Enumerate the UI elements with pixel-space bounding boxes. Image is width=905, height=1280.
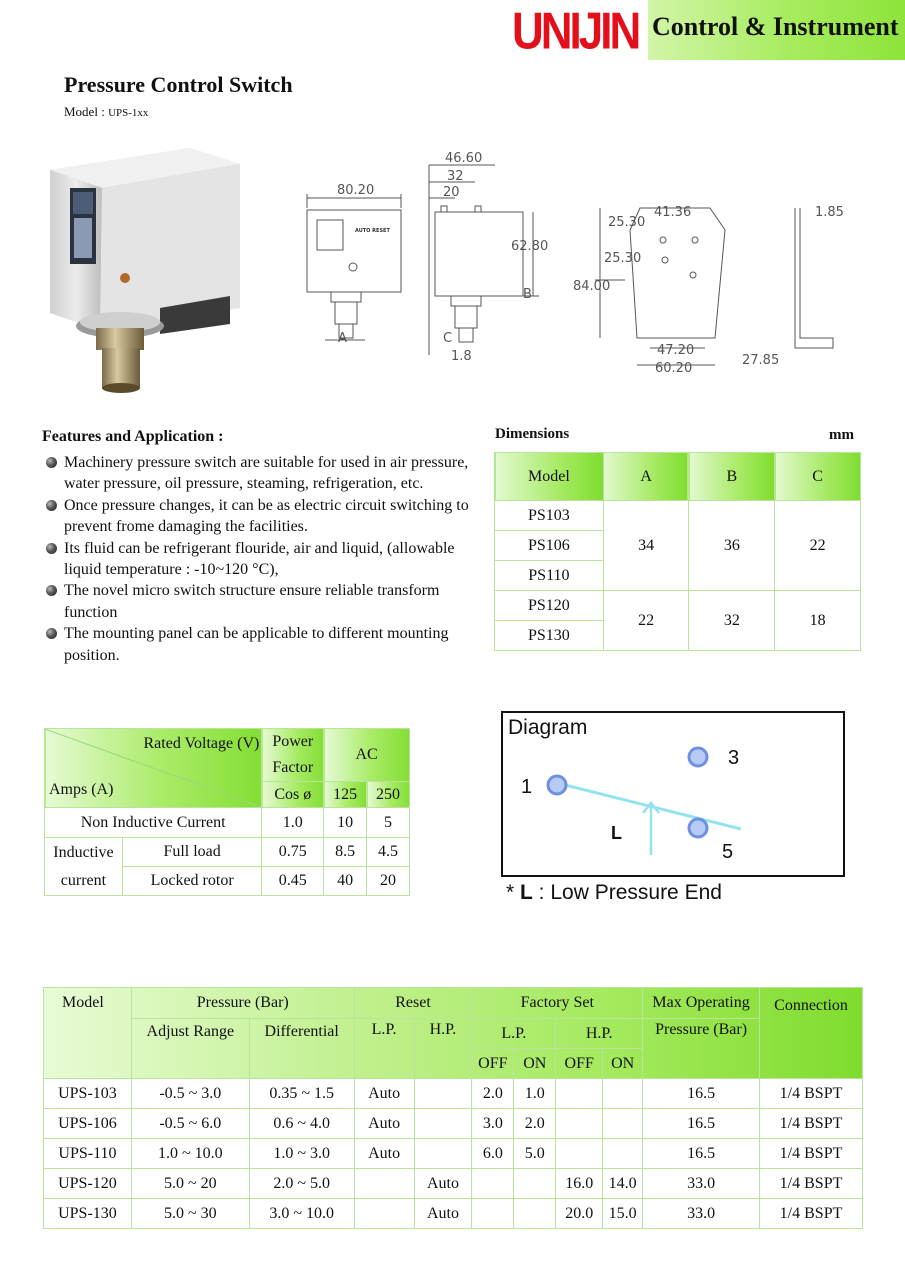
cos-cell: Cos ø [262, 782, 324, 808]
rated-voltage-amps-cell [45, 729, 262, 808]
header-title: Control & Instrument [652, 12, 899, 41]
cell-max-pressure: 16.5 [643, 1079, 760, 1109]
cell-lp-off: 2.0 [472, 1079, 514, 1109]
contact-1-label: 1 [521, 776, 533, 798]
current-label: current [60, 871, 107, 889]
cell-max-pressure: 33.0 [643, 1169, 760, 1199]
cell-connection: 1/4 BSPT [760, 1199, 863, 1229]
cell-connection: 1/4 BSPT [760, 1109, 863, 1139]
auto-reset-label: AUTO RESET [355, 228, 390, 234]
model-cell: PS120 [495, 591, 604, 621]
table-row [44, 1139, 863, 1169]
header-model: Model [44, 988, 132, 1079]
dim-27-85: 27.85 [742, 353, 780, 368]
ac-cell: AC [324, 729, 410, 782]
cell-model: UPS-103 [44, 1079, 132, 1109]
header-cell: A [603, 453, 689, 501]
header-reset: Reset [354, 988, 472, 1019]
value-cell: 40 [324, 867, 367, 896]
cell-model: UPS-120 [44, 1169, 132, 1199]
header-reset-lp: L.P. [354, 1019, 414, 1079]
cell-reset-lp: Auto [354, 1109, 414, 1139]
cell-reset-lp: Auto [354, 1139, 414, 1169]
cell-reset-lp: Auto [354, 1079, 414, 1109]
dim-20: 20 [443, 185, 460, 200]
dim-32: 32 [447, 169, 464, 184]
table-header-row [44, 988, 863, 1019]
cell-lp-on [514, 1169, 556, 1199]
value-cell: 22 [603, 591, 689, 651]
diagram-graphic [503, 713, 843, 875]
table-header-row [44, 1019, 863, 1049]
header-hp-off: OFF [556, 1049, 603, 1079]
cell-reset-hp [414, 1079, 472, 1109]
feature-item: Machinery pressure switch are suitable for used in air pressure, water pressure, oil pressure, steaming, refrigeration, etc. [44, 452, 474, 495]
dim-25-30-a: 25.30 [608, 215, 646, 230]
dimension-drawing [295, 150, 855, 380]
value-cell: 5 [367, 808, 410, 838]
rating-table [44, 728, 410, 896]
contact-1-icon [548, 776, 566, 794]
dim-84-00: 84.00 [573, 279, 611, 294]
brand-logo-text: UNIJIN [512, 2, 639, 61]
feature-item: Once pressure changes, it can be as electric circuit switching to prevent frome damaging the facilities. [44, 495, 474, 538]
cell-reset-hp: Auto [414, 1199, 472, 1229]
feature-item: The mounting panel can be applicable to different mounting position. [44, 623, 474, 666]
header-cell: B [689, 453, 775, 501]
model-line [64, 104, 148, 120]
header-cell: Model [495, 453, 604, 501]
cell-lp-on [514, 1199, 556, 1229]
cell-differential: 3.0 ~ 10.0 [249, 1199, 354, 1229]
row-label: Full load [122, 838, 261, 867]
cell-differential: 0.35 ~ 1.5 [249, 1079, 354, 1109]
table-row [495, 501, 861, 531]
features-title: Features and Application : [42, 428, 224, 445]
cell-hp-on [603, 1109, 643, 1139]
table-row [45, 808, 410, 838]
table-row [45, 838, 410, 867]
cell-hp-off: 20.0 [556, 1199, 603, 1229]
brand-logo [512, 2, 639, 61]
contact-5-icon [689, 819, 707, 837]
cell-reset-hp [414, 1109, 472, 1139]
header-reset-hp: H.P. [414, 1019, 472, 1079]
dim-1-8: 1.8 [451, 349, 472, 364]
cell-differential: 0.6 ~ 4.0 [249, 1109, 354, 1139]
cell-adjust-range: -0.5 ~ 3.0 [131, 1079, 249, 1109]
cell-model: UPS-106 [44, 1109, 132, 1139]
cell-adjust-range: 5.0 ~ 20 [131, 1169, 249, 1199]
dim-label-c: C [443, 331, 453, 346]
low-pressure-label: L [611, 823, 622, 843]
cell-adjust-range: -0.5 ~ 6.0 [131, 1109, 249, 1139]
model-cell: PS110 [495, 561, 604, 591]
cell-reset-lp [354, 1199, 414, 1229]
cell-model: UPS-110 [44, 1139, 132, 1169]
page-title: Pressure Control Switch [64, 72, 293, 97]
header-max-pressure: Pressure (Bar) [643, 1019, 760, 1079]
cell-differential: 1.0 ~ 3.0 [249, 1139, 354, 1169]
cell-reset-hp [414, 1139, 472, 1169]
cell-lp-off: 6.0 [472, 1139, 514, 1169]
row-label: Locked rotor [122, 867, 261, 896]
cell-differential: 2.0 ~ 5.0 [249, 1169, 354, 1199]
cell-hp-off [556, 1139, 603, 1169]
power-label: Power [272, 733, 314, 750]
features-list [44, 452, 474, 666]
dim-41-36: 41.36 [654, 205, 692, 220]
dim-label-a: A [338, 331, 347, 346]
contact-3-label: 3 [728, 747, 740, 769]
model-cell: PS103 [495, 501, 604, 531]
cell-max-pressure: 16.5 [643, 1109, 760, 1139]
header-adjust-range: Adjust Range [131, 1019, 249, 1079]
dim-25-30-b: 25.30 [604, 251, 642, 266]
header-factory-lp: L.P. [472, 1019, 556, 1049]
header-connection: Connection [760, 988, 863, 1079]
header-lp-on: ON [514, 1049, 556, 1079]
rated-voltage-label: Rated Voltage (V) [143, 735, 260, 752]
cell-lp-off: 3.0 [472, 1109, 514, 1139]
cell-connection: 1/4 BSPT [760, 1079, 863, 1109]
header-factory-hp: H.P. [556, 1019, 643, 1049]
header-max-operating: Max Operating [643, 988, 760, 1019]
dimensions-title: Dimensions [495, 426, 570, 442]
model-value: UPS-1xx [108, 107, 149, 119]
dim-46-60: 46.60 [445, 151, 483, 166]
model-cell: PS130 [495, 621, 604, 651]
contact-3-icon [689, 748, 707, 766]
value-cell: 34 [603, 501, 689, 591]
header-differential: Differential [249, 1019, 354, 1079]
table-header-row [45, 729, 410, 782]
amps-label: Amps (A) [49, 781, 114, 798]
value-cell: 32 [689, 591, 775, 651]
header-hp-on: ON [603, 1049, 643, 1079]
dim-62-80: 62.80 [511, 239, 549, 254]
note-l: L [520, 881, 533, 904]
cell-reset-hp: Auto [414, 1169, 472, 1199]
table-row [44, 1199, 863, 1229]
dim-80-20: 80.20 [337, 183, 375, 198]
header-cell: C [775, 453, 861, 501]
cell-lp-on: 2.0 [514, 1109, 556, 1139]
factor-label: Factor [272, 759, 314, 776]
voltage-125-cell: 125 [324, 782, 367, 808]
value-cell: 22 [775, 501, 861, 591]
cell-lp-off [472, 1169, 514, 1199]
header-factory-set: Factory Set [472, 988, 643, 1019]
diagram-title: Diagram [508, 716, 588, 739]
header-pressure: Pressure (Bar) [131, 988, 354, 1019]
cell-adjust-range: 5.0 ~ 30 [131, 1199, 249, 1229]
cell-lp-on: 5.0 [514, 1139, 556, 1169]
cell-hp-on [603, 1079, 643, 1109]
cell-hp-off [556, 1109, 603, 1139]
power-factor-cell [262, 729, 324, 782]
cell-max-pressure: 16.5 [643, 1139, 760, 1169]
switch-diagram [501, 711, 845, 877]
model-label: Model : [64, 104, 105, 119]
cell-hp-off [556, 1079, 603, 1109]
model-cell: PS106 [495, 531, 604, 561]
diagram-note [506, 881, 722, 905]
table-row [495, 591, 861, 621]
value-cell: 20 [367, 867, 410, 896]
cell-hp-on [603, 1139, 643, 1169]
cell-hp-off: 16.0 [556, 1169, 603, 1199]
dimensions-table [494, 452, 861, 651]
contact-5-label: 5 [722, 841, 734, 863]
note-star: * [506, 881, 521, 904]
table-row [44, 1109, 863, 1139]
cell-model: UPS-130 [44, 1199, 132, 1229]
voltage-250-cell: 250 [367, 782, 410, 808]
header-lp-off: OFF [472, 1049, 514, 1079]
feature-item: The novel micro switch structure ensure reliable transform function [44, 580, 474, 623]
spec-table [43, 987, 863, 1229]
table-row [44, 1169, 863, 1199]
table-header-row [495, 453, 861, 501]
value-cell: 4.5 [367, 838, 410, 867]
dim-60-20: 60.20 [655, 361, 693, 376]
row-label: Non Inductive Current [45, 808, 262, 838]
cell-lp-on: 1.0 [514, 1079, 556, 1109]
note-text: : Low Pressure End [532, 881, 722, 904]
product-photo [40, 148, 270, 398]
inductive-current-cell [45, 838, 123, 896]
dim-47-20: 47.20 [657, 343, 695, 358]
cell-reset-lp [354, 1169, 414, 1199]
value-cell: 10 [324, 808, 367, 838]
table-row [44, 1079, 863, 1109]
dimensions-unit: mm [829, 427, 854, 443]
value-cell: 0.75 [262, 838, 324, 867]
cell-connection: 1/4 BSPT [760, 1169, 863, 1199]
value-cell: 18 [775, 591, 861, 651]
value-cell: 36 [689, 501, 775, 591]
value-cell: 0.45 [262, 867, 324, 896]
cell-adjust-range: 1.0 ~ 10.0 [131, 1139, 249, 1169]
cell-max-pressure: 33.0 [643, 1199, 760, 1229]
dim-1-85: 1.85 [815, 205, 844, 220]
cell-lp-off [472, 1199, 514, 1229]
inductive-label: Inductive [53, 843, 114, 861]
cell-connection: 1/4 BSPT [760, 1139, 863, 1169]
feature-item: Its fluid can be refrigerant flouride, air and liquid, (allowable liquid temperature : -10~120 °C), [44, 538, 474, 581]
dim-label-b: B [523, 287, 532, 302]
cell-hp-on: 14.0 [603, 1169, 643, 1199]
value-cell: 8.5 [324, 838, 367, 867]
cell-hp-on: 15.0 [603, 1199, 643, 1229]
value-cell: 1.0 [262, 808, 324, 838]
